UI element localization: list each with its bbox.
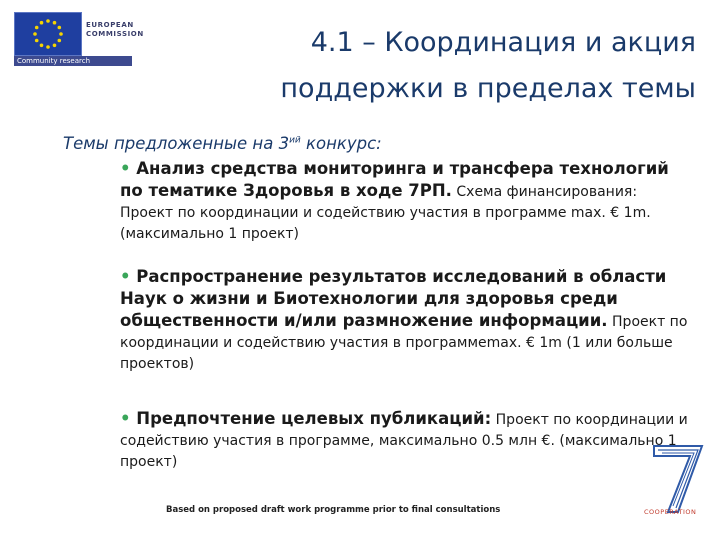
logo-line-1: EUROPEAN: [86, 21, 134, 29]
topic-1-bold: Анализ средства мониторинга и трансфера технологий по тематике Здоровья в ходе 7РП.: [120, 159, 669, 200]
title-line-2: поддержки в пределах темы: [280, 73, 696, 104]
eu-flag-icon: [14, 12, 82, 56]
footer-note: Based on proposed draft work programme prior to final consultations: [166, 505, 501, 515]
eu-commission-logo: [14, 12, 144, 65]
eu-stars-icon: [15, 13, 81, 55]
topic-item-1: [120, 158, 690, 244]
bullet-icon: •: [120, 267, 131, 286]
logo-text: [86, 21, 146, 39]
subtitle-after: конкурс:: [300, 134, 382, 153]
topic-1-text: Схема финансирования: Проект по координации и содействию участия в программе max. € 1m. (максимально 1 проект): [120, 184, 651, 242]
topic-2-bold: Распространение результатов исследований в области Наук о жизни и Биотехнологии для здоровья среди общественности и/или размножение информации.: [120, 267, 667, 330]
topic-3-text: Проект по координации и содействию участия в программе, максимально 0.5 млн €. (максимально 1 проект): [120, 412, 688, 470]
slide-title: [216, 20, 696, 112]
topic-item-3: [120, 408, 690, 472]
logo-band: Community research: [14, 56, 132, 66]
title-line-1: 4.1 – Координация и акция: [310, 27, 696, 58]
bullet-icon: •: [120, 409, 131, 428]
slide-subtitle: [63, 134, 382, 153]
logo-line-2: COMMISSION: [86, 30, 144, 38]
topic-3-bold: Предпочтение целевых публикаций:: [130, 409, 492, 428]
bullet-icon: •: [120, 159, 131, 178]
cooperation-label: COOPERATION: [644, 508, 697, 516]
subtitle-sup: ий: [289, 135, 301, 146]
topic-2-text: Проект по координации и содействию участия в программеmax. € 1m (1 или больше проектов): [120, 314, 688, 372]
topic-item-2: [120, 266, 690, 374]
subtitle-before: Темы предложенные на 3: [63, 134, 290, 153]
